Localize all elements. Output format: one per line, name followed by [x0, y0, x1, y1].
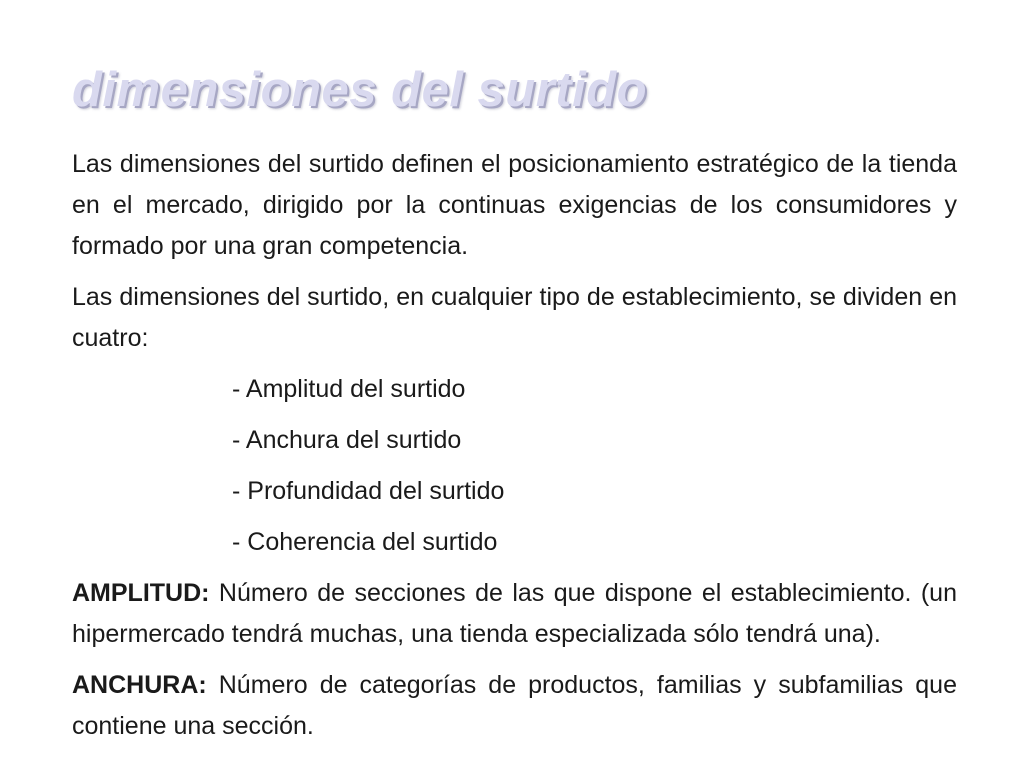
definition-amplitud: [72, 573, 957, 655]
definition-term: ANCHURA:: [72, 671, 207, 699]
dimension-item-anchura: - Anchura del surtido: [232, 426, 462, 454]
dimension-item-coherencia: - Coherencia del surtido: [232, 528, 498, 556]
intro-paragraph: Las dimensiones del surtido definen el posicionamiento estratégico de la tienda en el mercado, dirigido por la continuas exigencias de los consumidores y formado por una gran competencia.: [72, 150, 957, 260]
definition-anchura: [72, 665, 957, 747]
dimension-item-profundidad: - Profundidad del surtido: [232, 477, 505, 505]
slide-body: [72, 144, 957, 757]
definition-text: Número de secciones de las que dispone el establecimiento. (un hipermercado tendrá muchas, una tienda especializada sólo tendrá una).: [72, 579, 957, 648]
division-paragraph: Las dimensiones del surtido, en cualquier tipo de establecimiento, se dividen en cuatro:: [72, 283, 957, 352]
slide-title: dimensiones del surtido: [72, 63, 648, 117]
definition-text: Número de categorías de productos, familias y subfamilias que contiene una sección.: [72, 671, 957, 740]
dimension-item-amplitud: - Amplitud del surtido: [232, 375, 466, 403]
definition-term: AMPLITUD:: [72, 579, 210, 607]
dimensions-list: [72, 369, 957, 573]
